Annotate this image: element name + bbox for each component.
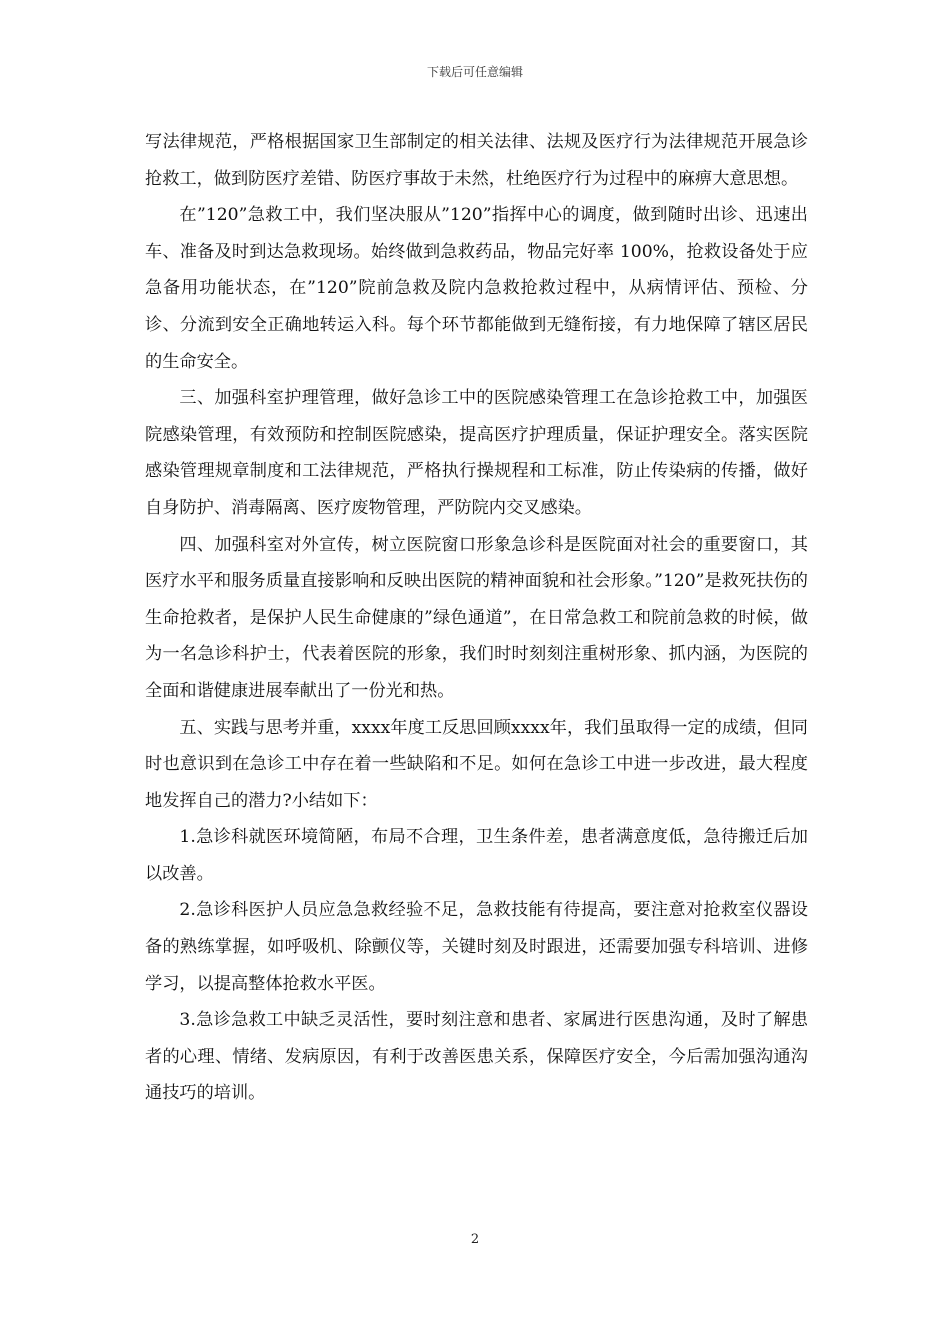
list-item-3: 3.急诊急救工中缺乏灵活性，要时刻注意和患者、家属进行医患沟通，及时了解患者的心理、情绪、发病原因，有利于改善医患关系，保障医疗安全，今后需加强沟通沟通技巧的培训。 (145, 1010, 808, 1104)
document-body (145, 124, 808, 1112)
paragraph-2: 在”120”急救工中，我们坚决服从”120”指挥中心的调度，做到随时出诊、迅速出车、准备及时到达急救现场。始终做到急救药品，物品完好率 100%，抢救设备处于应急备用功能状态，在”120”院前急救及院内急救抢救过程中，从病情评估、预检、分诊、分流到安全正确地转运入科。每个环节都能做到无缝衔接，有力地保障了辖区居民的生命安全。 (145, 205, 808, 372)
paragraph-3: 三、加强科室护理管理，做好急诊工中的医院感染管理工在急诊抢救工中，加强医院感染管理，有效预防和控制医院感染，提高医疗护理质量，保证护理安全。落实医院感染管理规章制度和工法律规范，严格执行操规程和工标准，防止传染病的传播，做好自身防护、消毒隔离、医疗废物管理，严防院内交叉感染。 (145, 388, 808, 518)
paragraph-1: 写法律规范，严格根据国家卫生部制定的相关法律、法规及医疗行为法律规范开展急诊抢救工，做到防医疗差错、防医疗事故于未然，杜绝医疗行为过程中的麻痹大意思想。 (145, 132, 808, 189)
page-number: 2 (470, 1232, 480, 1247)
paragraph-5: 五、实践与思考并重，xxxx年度工反思回顾xxxx年，我们虽取得一定的成绩，但同时也意识到在急诊工中存在着一些缺陷和不足。如何在急诊工中进一步改进，最大程度地发挥自己的潜力?小结如下： (145, 717, 808, 811)
list-item-1: 1.急诊科就医环境简陋，布局不合理，卫生条件差，患者满意度低，急待搬迁后加以改善。 (145, 827, 808, 884)
list-item-2: 2.急诊科医护人员应急急救经验不足，急救技能有待提高，要注意对抢救室仪器设备的熟练掌握，如呼吸机、除颤仪等，关键时刻及时跟进，还需要加强专科培训、进修学习，以提高整体抢救水平医。 (145, 900, 808, 994)
paragraph-4: 四、加强科室对外宣传，树立医院窗口形象急诊科是医院面对社会的重要窗口，其医疗水平和服务质量直接影响和反映出医院的精神面貌和社会形象。”120”是救死扶伤的生命抢救者，是保护人民生命健康的”绿色通道”，在日常急救工和院前急救的时候，做为一名急诊科护士，代表着医院的形象，我们时时刻刻注重树形象、抓内涵，为医院的全面和谐健康进展奉献出了一份光和热。 (145, 534, 808, 701)
page-header: 下载后可任意编辑 (426, 65, 523, 79)
